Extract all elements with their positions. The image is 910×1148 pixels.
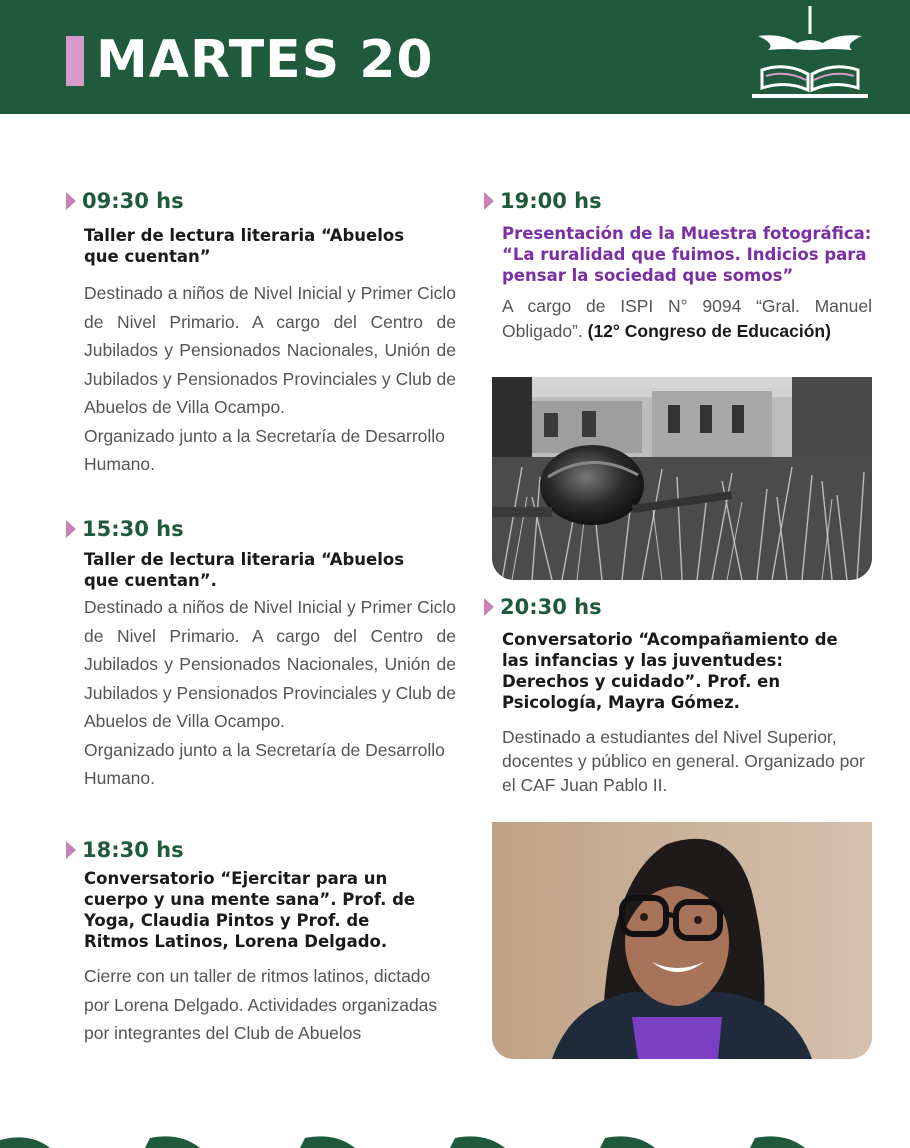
event-description <box>502 294 872 344</box>
event-time <box>66 515 456 543</box>
event-time <box>484 187 874 215</box>
header-banner <box>0 0 910 114</box>
event-description-text: A cargo de ISPI N° 9094 “Gral. Manuel Obligado”. <box>502 296 872 341</box>
speaker-portrait-photo <box>492 822 872 1059</box>
event-title: Presentación de la Muestra fotográfica: “La ruralidad que fuimos. Indicios para pensar la sociedad que somos” <box>502 224 872 285</box>
time-label: 19:00 hs <box>500 189 602 213</box>
event-title: Conversatorio “Acompañamiento de las infancias y las juventudes: Derechos y cuidado”. Prof. en Psicología, Mayra Gómez. <box>502 630 838 712</box>
event-title: Conversatorio “Ejercitar para un cuerpo y una mente sana”. Prof. de Yoga, Claudia Pintos y Prof. de Ritmos Latinos, Lorena Delgado. <box>84 869 416 951</box>
event-time <box>484 593 874 621</box>
event-1530 <box>66 515 456 793</box>
time-label: 20:30 hs <box>500 595 602 619</box>
speaker-portrait-image <box>492 822 872 1059</box>
triangle-bullet-icon <box>484 192 494 210</box>
triangle-bullet-icon <box>66 192 76 210</box>
event-2030 <box>484 593 874 797</box>
triangle-bullet-icon <box>66 841 76 859</box>
event-description: Destinado a niños de Nivel Inicial y Primer Ciclo de Nivel Primario. A cargo del Centro de Jubilados y Pensionados Nacionales, Unión de Jubilados y Pensionados Provinciales y Club de Abuelos de Villa Ocampo. <box>84 597 456 731</box>
event-title: Taller de lectura literaria “Abuelos que cuentan”. <box>84 550 405 590</box>
event-1830 <box>66 836 456 1048</box>
rural-photo-image <box>492 377 872 580</box>
time-label: 15:30 hs <box>82 517 184 541</box>
event-time <box>66 836 456 864</box>
event-description-2: Organizado junto a la Secretaría de Desarrollo Humano. <box>84 425 445 474</box>
event-0930 <box>66 187 456 479</box>
decorative-bottom-shapes <box>0 1128 910 1148</box>
time-label: 09:30 hs <box>82 189 184 213</box>
page-title: MARTES 20 <box>96 30 434 90</box>
event-description: Cierre con un taller de ritmos latinos, dictado por Lorena Delgado. Actividades organizadas por integrantes del Club de Abuelos <box>84 966 438 1043</box>
event-title: Taller de lectura literaria “Abuelos que cuentan” <box>84 226 405 266</box>
event-time <box>66 187 456 215</box>
book-logo-icon <box>748 4 872 104</box>
triangle-bullet-icon <box>484 598 494 616</box>
event-description: Destinado a niños de Nivel Inicial y Primer Ciclo de Nivel Primario. A cargo del Centro de Jubilados y Pensionados Nacionales, Unión de Jubilados y Pensionados Provinciales y Club de Abuelos de Villa Ocampo. <box>84 283 456 417</box>
event-description-2: Organizado junto a la Secretaría de Desarrollo Humano. <box>84 739 445 788</box>
rural-photo <box>492 377 872 580</box>
triangle-bullet-icon <box>66 520 76 538</box>
event-description: Destinado a estudiantes del Nivel Superior, docentes y público en general. Organizado por el CAF Juan Pablo II. <box>502 727 865 795</box>
event-description-bold: (12° Congreso de Educación) <box>587 321 831 341</box>
time-label: 18:30 hs <box>82 838 184 862</box>
header-accent-bar <box>66 36 84 86</box>
event-1900 <box>484 187 874 344</box>
